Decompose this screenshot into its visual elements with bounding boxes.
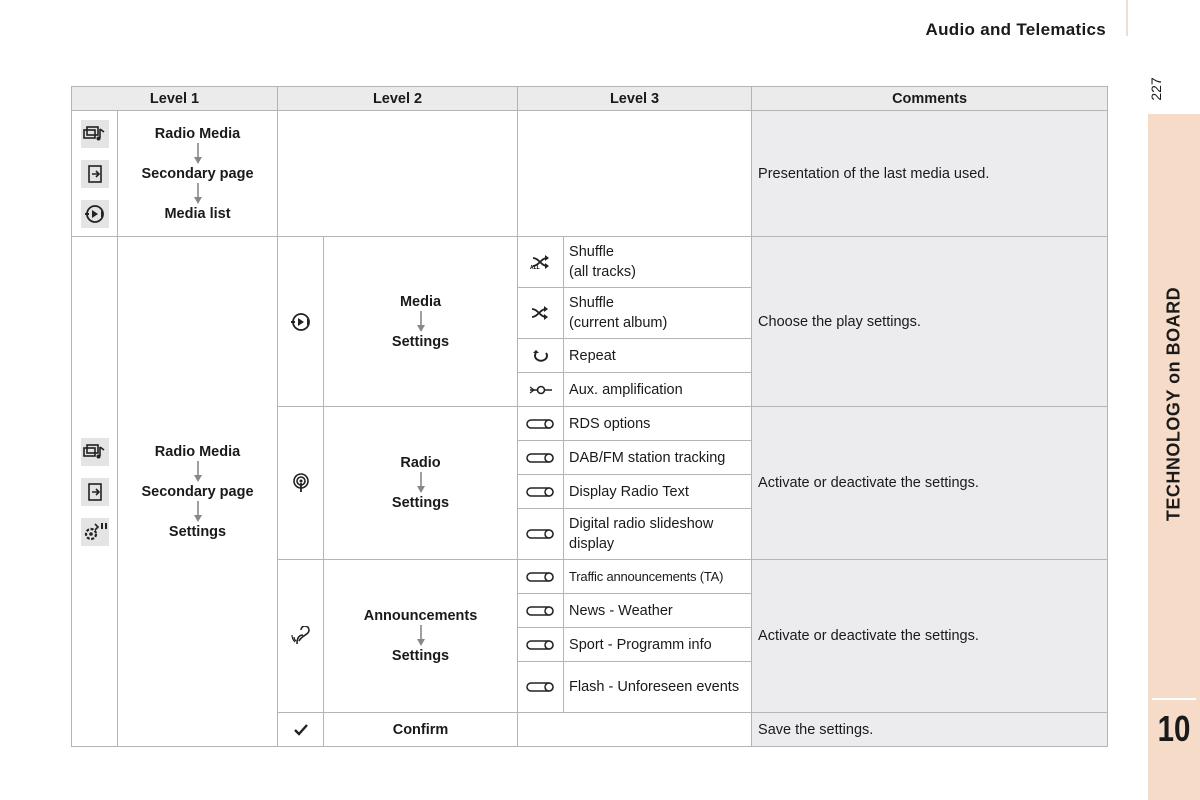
level2-chain-cell <box>324 407 518 560</box>
option-news-weather: News - Weather <box>564 594 752 628</box>
arrow-down-icon <box>193 143 203 165</box>
chain-label-media: Media <box>399 293 442 310</box>
column-header-level-3: Level 3 <box>518 87 752 111</box>
chain-label-radio: Radio <box>400 455 441 471</box>
level1-chain-cell <box>118 111 278 237</box>
option-sport-programm-info: Sport - Programm info <box>564 628 752 662</box>
option-traffic-announcements: Traffic announcements (TA) <box>564 560 752 594</box>
chain-label-secondary-page: Secondary page <box>141 165 254 182</box>
arrow-down-icon <box>193 501 203 523</box>
chapter-side-tab <box>1148 114 1200 800</box>
chain-label-settings: Settings <box>391 333 450 350</box>
media-settings-icon <box>278 237 324 407</box>
option-aux-amplification: Aux. amplification <box>564 373 752 407</box>
arrow-down-icon <box>416 625 426 647</box>
chain-label-media-list: Media list <box>164 205 231 222</box>
radio-media-icon <box>81 120 109 148</box>
column-header-level-1: Level 1 <box>72 87 278 111</box>
menu-table <box>71 86 1108 747</box>
level2-empty-cell <box>278 111 518 237</box>
option-repeat: Repeat <box>564 339 752 373</box>
chain-label-announcements: Announcements <box>363 608 478 624</box>
chain-label-settings: Settings <box>391 495 450 511</box>
settings-icon <box>81 518 109 546</box>
chapter-title: TECHNOLOGY on BOARD <box>1163 286 1184 522</box>
comment-cell: Activate or deactivate the settings. <box>752 560 1108 713</box>
secondary-page-icon <box>81 478 109 506</box>
table-header-row <box>72 87 1108 111</box>
confirm-label: Confirm <box>324 713 518 747</box>
table-row <box>72 237 1108 288</box>
arrow-down-icon <box>416 472 426 494</box>
toggle-icon <box>518 560 564 594</box>
column-header-comments: Comments <box>752 87 1108 111</box>
header-divider <box>1126 0 1128 36</box>
table-row <box>72 111 1108 237</box>
comment-cell: Choose the play settings. <box>752 237 1108 407</box>
column-header-level-2: Level 2 <box>278 87 518 111</box>
svg-text:ALL: ALL <box>529 265 540 270</box>
toggle-icon <box>518 662 564 713</box>
comment-cell: Activate or deactivate the settings. <box>752 407 1108 560</box>
toggle-icon <box>518 628 564 662</box>
level2-chain-cell <box>324 237 518 407</box>
secondary-page-icon <box>81 160 109 188</box>
chain-label-secondary-page: Secondary page <box>141 483 254 500</box>
checkmark-icon <box>278 713 324 747</box>
level3-empty-cell <box>518 713 752 747</box>
option-digital-radio-slideshow: Digital radio slideshow display <box>564 509 752 560</box>
option-display-radio-text: Display Radio Text <box>564 475 752 509</box>
level1-icons-cell <box>72 237 118 747</box>
chain-label-settings: Settings <box>168 523 227 540</box>
option-flash-unforeseen-events: Flash - Unforeseen events <box>564 662 752 713</box>
chain-label-radio-media: Radio Media <box>154 443 241 460</box>
level1-icons-cell <box>72 111 118 237</box>
comment-cell: Presentation of the last media used. <box>752 111 1108 237</box>
arrow-down-icon <box>193 461 203 483</box>
toggle-icon <box>518 509 564 560</box>
arrow-down-icon <box>416 311 426 333</box>
page-number: 227 <box>1148 77 1164 101</box>
repeat-icon <box>518 339 564 373</box>
shuffle-all-icon <box>518 237 564 288</box>
level1-chain-cell <box>118 237 278 747</box>
shuffle-album-icon <box>518 288 564 339</box>
toggle-icon <box>518 407 564 441</box>
page-header-title: Audio and Telematics <box>925 20 1106 39</box>
option-rds-options: RDS options <box>564 407 752 441</box>
radio-media-icon <box>81 438 109 466</box>
radio-settings-icon <box>278 407 324 560</box>
chapter-divider <box>1152 698 1196 700</box>
toggle-icon <box>518 594 564 628</box>
option-shuffle-all-tracks: Shuffle (all tracks) <box>564 237 752 288</box>
aux-amplification-icon <box>518 373 564 407</box>
chain-label-settings: Settings <box>391 648 450 664</box>
toggle-icon <box>518 441 564 475</box>
media-list-icon <box>81 200 109 228</box>
announcements-icon <box>278 560 324 713</box>
arrow-down-icon <box>193 183 203 205</box>
chain-label-radio-media: Radio Media <box>154 125 241 142</box>
level2-chain-cell <box>324 560 518 713</box>
option-shuffle-current-album: Shuffle (current album) <box>564 288 752 339</box>
option-dab-fm-station-tracking: DAB/FM station tracking <box>564 441 752 475</box>
chapter-number: 10 <box>1157 708 1191 749</box>
toggle-icon <box>518 475 564 509</box>
level3-empty-cell <box>518 111 752 237</box>
comment-cell: Save the settings. <box>752 713 1108 747</box>
